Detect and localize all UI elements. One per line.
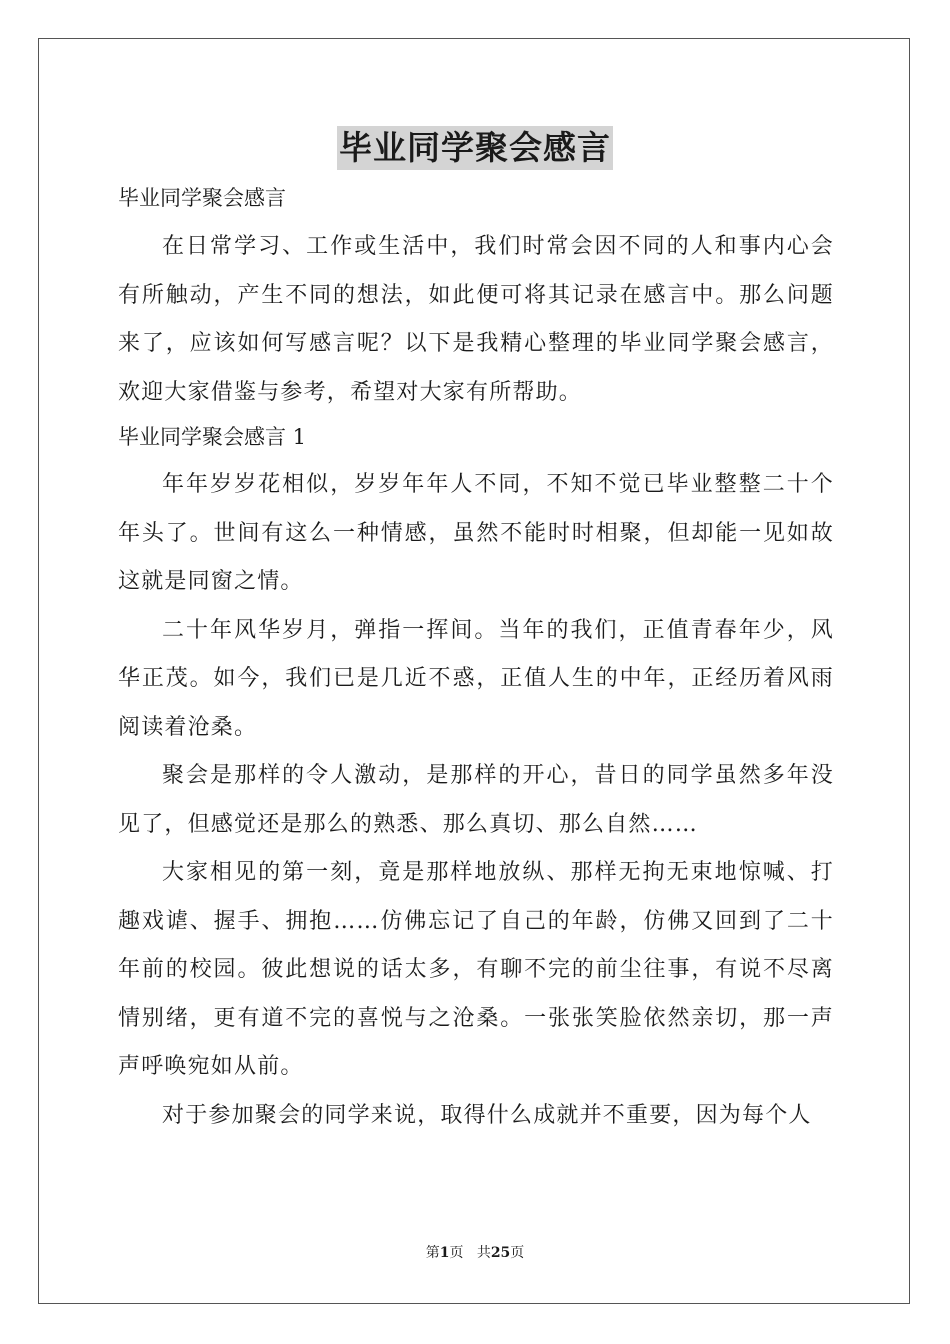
body-paragraph-5: 对于参加聚会的同学来说，取得什么成就并不重要，因为每个人 [162,1102,812,1128]
page-number: 1 [439,1245,450,1261]
body-paragraph-4: 大家相见的第一刻，竟是那样地放纵、那样无拘无束地惊喊、打趣戏谑、握手、拥抱……仿佛忘记了自己的年龄，仿佛又回到了二十年前的校园。彼此想说的话太多，有聊不完的前尘往事，有说不尽离情别绪，更有道不完的喜悦与之沧桑。一张张笑脸依然亲切，那一声声呼唤宛如从前。 [118,860,834,1079]
body-paragraph-2: 二十年风华岁月，弹指一挥间。当年的我们，正值青春年少，风华正茂。如今，我们已是几近不惑，正值人生的中年，正经历着风雨阅读着沧桑。 [118,617,834,740]
total-pages: 25 [490,1245,511,1261]
title-container [0,126,950,170]
document-body [118,178,834,1140]
body-paragraph-3: 聚会是那样的令人激动，是那样的开心，昔日的同学虽然多年没见了，但感觉还是那么的熟悉、那么真切、那么自然…… [118,763,834,837]
section-heading: 毕业同学聚会感言 1 [118,425,307,449]
document-title: 毕业同学聚会感言 [337,126,613,170]
total-prefix: 共 [476,1245,491,1261]
total-suffix: 页 [510,1245,525,1261]
intro-paragraph: 在日常学习、工作或生活中，我们时常会因不同的人和事内心会有所触动，产生不同的想法，如此便可将其记录在感言中。那么问题来了，应该如何写感言呢？以下是我精心整理的毕业同学聚会感言，欢迎大家借鉴与参考，希望对大家有所帮助。 [118,234,834,405]
page-suffix: 页 [449,1245,464,1261]
page-footer [0,1243,950,1263]
page-prefix: 第 [425,1245,440,1261]
body-paragraph-1: 年年岁岁花相似，岁岁年年人不同，不知不觉已毕业整整二十个年头了。世间有这么一种情感，虽然不能时时相聚，但却能一见如故这就是同窗之情。 [118,472,834,594]
document-subtitle: 毕业同学聚会感言 [118,186,286,210]
